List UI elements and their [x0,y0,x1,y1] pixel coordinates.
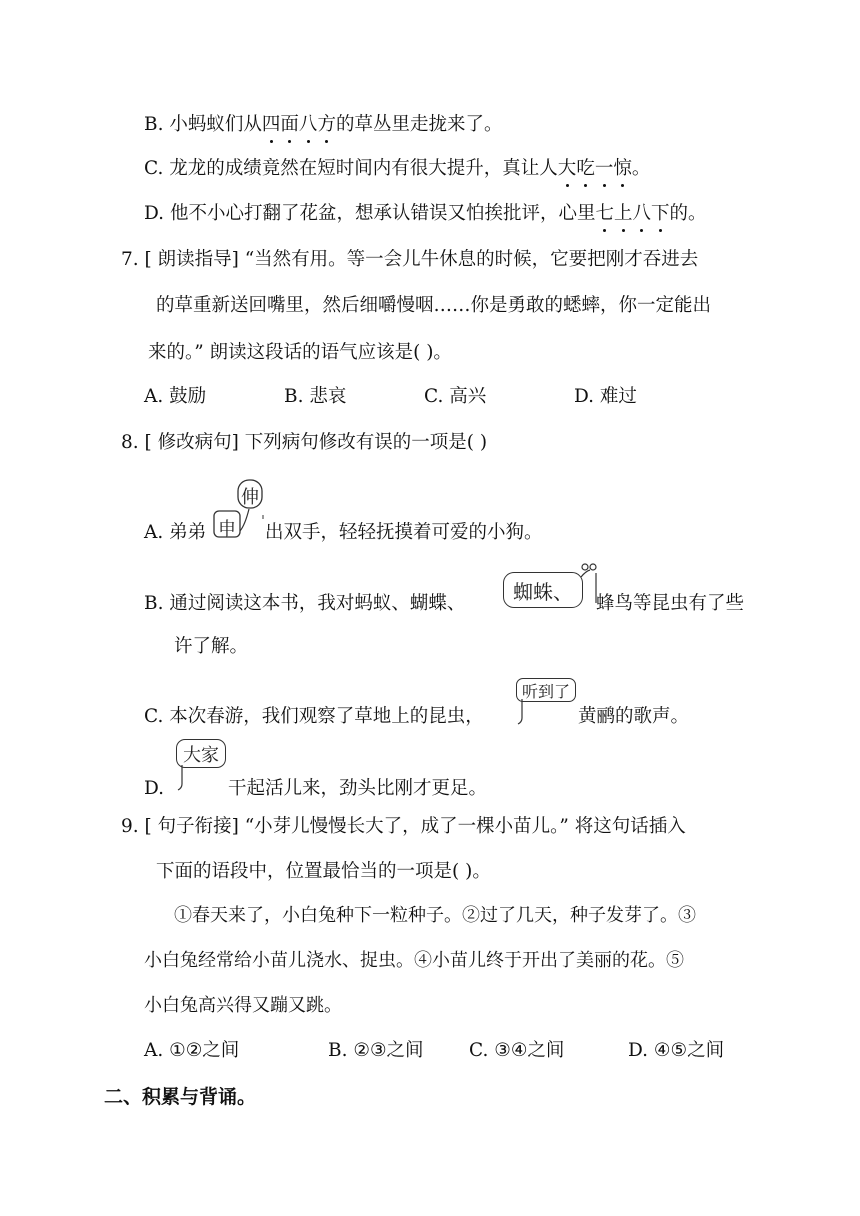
q6-b-dotted-char: 面 [280,114,299,135]
insert-text-d: 大家 [183,744,219,766]
q9-passage-line1: ①春天来了，小白兔种下一粒种子。②过了几天，种子发芽了。③ [174,905,696,926]
q6-c-text-pre: 龙龙的成绩竟然在短时间内有很大提升，真让人 [169,158,558,179]
insert-text-b: 蜘蛛、 [513,579,573,604]
q6-b-dotted-char: 八 [298,114,318,135]
q6-b-text-post: 的草丛里走拢来了。 [335,114,503,135]
q7-stem-line3: 来的。” 朗读这段话的语气应该是( )。 [148,342,452,363]
q6-c-dotted-char: 大 [557,158,577,179]
q7-stem-line2: 的草重新送回嘴里，然后细嚼慢咽……你是勇敢的蟋蟀，你一定能出 [156,295,712,316]
q8-option-d-post: 干起活儿来，劲头比刚才更足。 [228,778,488,799]
correction-new-char: 伸 [241,487,259,508]
q9-option-c: C. ③④之间 [469,1040,565,1061]
q6-d-text-post: 的。 [669,203,707,224]
q6-d-dotted-char: 下 [651,203,670,224]
q6-option-b [144,116,502,135]
q6-d-dotted-char: 八 [632,203,652,224]
insertion-caret-d [176,764,188,792]
q8-option-c-pre: C. 本次春游，我们观察了草地上的昆虫， [144,706,484,727]
q6-option-c [144,160,650,179]
q6-c-letter: C. [144,158,164,179]
correction-old-char: 申 [218,519,236,540]
q9-passage-line3: 小白兔高兴得又蹦又跳。 [144,995,342,1016]
correction-mark-b [503,572,583,608]
q7-option-a: A. 鼓励 [144,386,207,407]
insert-text-c: 听到了 [521,681,570,701]
q9-option-b: B. ②③之间 [328,1040,424,1061]
q8-stem: 8. [ 修改病句] 下列病句修改有误的一项是( ) [121,432,488,453]
q8-option-a-post: 出双手，轻轻抚摸着可爱的小狗。 [265,522,543,543]
q6-b-dotted-char: 方 [317,114,336,135]
q6-d-dotted-char: 上 [613,203,633,224]
q6-b-letter: B. [144,114,164,135]
q9-stem-line1: 9. [ 句子衔接] “小芽儿慢慢长大了，成了一棵小苗儿。” 将这句话插入 [121,816,686,837]
q6-c-dotted-char: 一 [594,158,614,179]
q6-c-dotted-char: 吃 [576,158,595,179]
q6-b-dotted-char: 四 [261,114,281,135]
q7-option-b: B. 悲哀 [284,386,347,407]
section-heading: 二、积累与背诵。 [104,1086,257,1108]
q8-option-c-post: 黄鹂的歌声。 [578,706,690,727]
q6-d-dotted-char: 七 [595,203,614,224]
q9-option-a: A. ①②之间 [144,1040,240,1061]
q8-option-b-pre: B. 通过阅读这本书，我对蚂蚁、蝴蝶、 [144,593,466,614]
q8-option-b-cont: 许了解。 [174,636,249,657]
q9-option-d: D. ④⑤之间 [628,1040,725,1061]
q9-stem-line2: 下面的语段中，位置最恰当的一项是( )。 [156,861,491,882]
q7-stem-line1: 7. [ 朗读指导] “当然有用。等一会儿牛休息的时候，它要把刚才吞进去 [121,249,699,270]
q6-c-text-post: 。 [631,158,651,179]
q6-c-dotted-char: 惊 [613,158,632,179]
q6-option-d [144,205,707,224]
q8-option-a-pre: A. 弟弟 [144,522,207,543]
q9-passage-line2: 小白兔经常给小苗儿浇水、捉虫。④小苗儿终于开出了美丽的花。⑤ [144,950,684,971]
q8-option-d-pre: D. [144,778,165,799]
insertion-caret-c [516,698,528,726]
q7-option-d: D. 难过 [574,386,637,407]
q7-option-c: C. 高兴 [424,386,487,407]
q6-d-letter: D. [144,203,165,224]
q8-option-b-post: 蜂鸟等昆虫有了些 [596,593,745,614]
correction-mark-a [212,479,268,543]
q6-d-text-pre: 他不小心打翻了花盆，想承认错误又怕挨批评，心里 [169,203,596,224]
q6-b-text-pre: 小蚂蚁们从 [169,114,262,135]
